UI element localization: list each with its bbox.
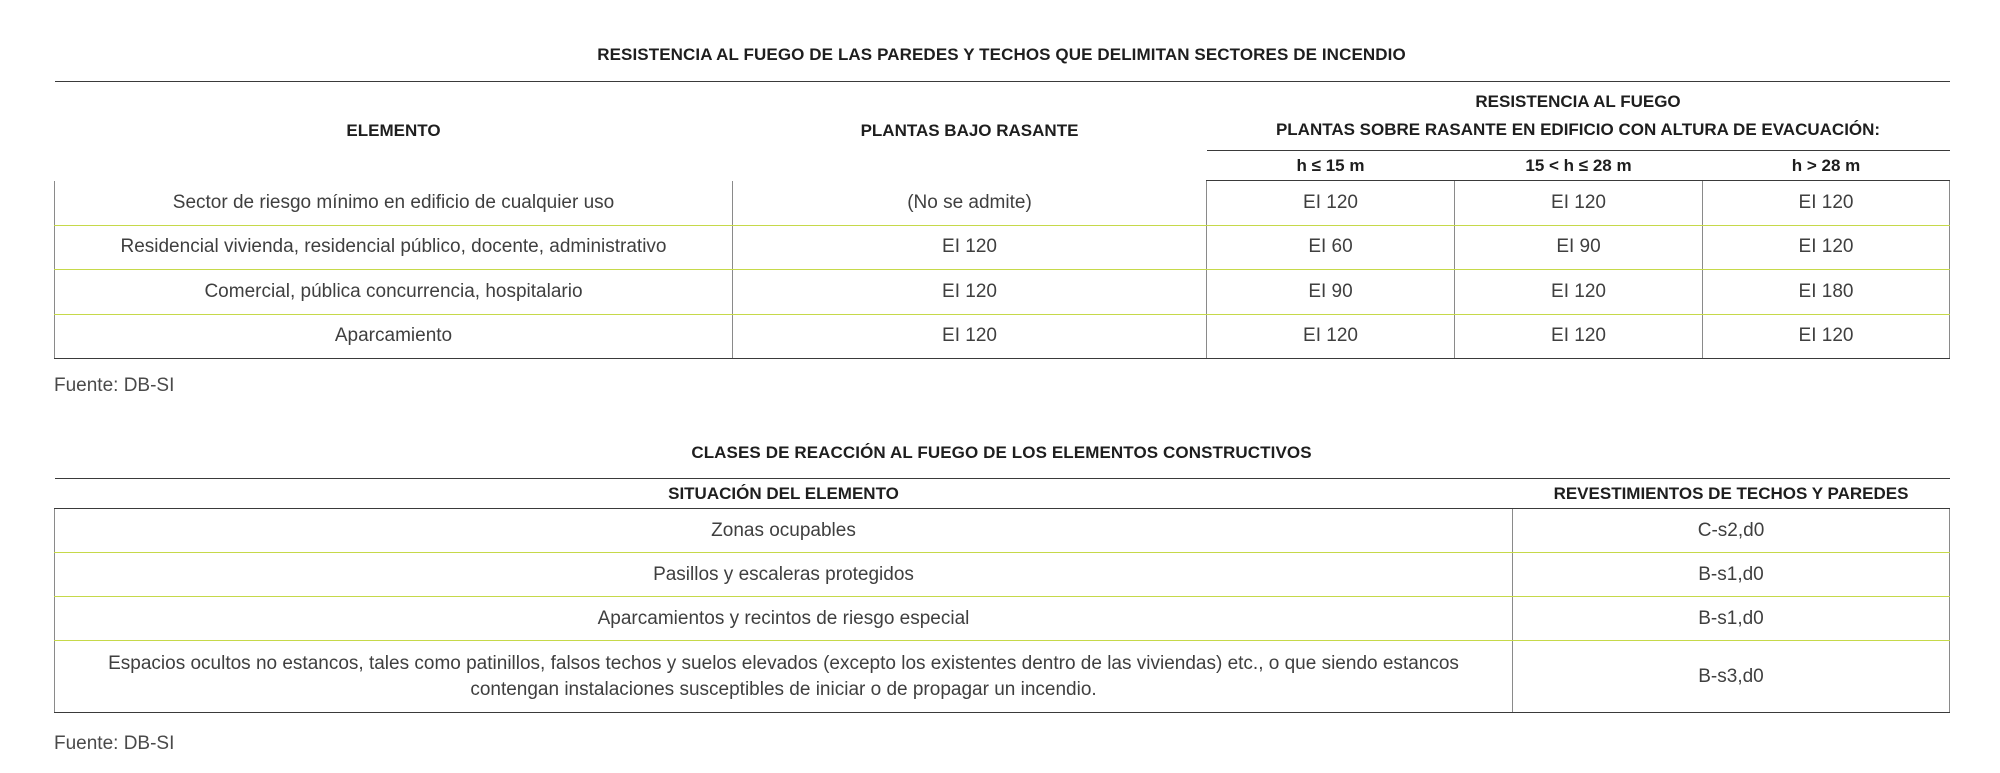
header-sobre-rasante: PLANTAS SOBRE RASANTE EN EDIFICIO CON ALTURA DE EVACUACIÓN: bbox=[1275, 120, 1881, 139]
fire-reaction-table bbox=[54, 478, 1950, 713]
header-h2: 15 < h ≤ 28 m bbox=[1455, 151, 1703, 181]
cell-situacion: Espacios ocultos no estancos, tales como patinillos, falsos techos y suelos elevados (excepto los existentes dentro de las viviendas) etc., o que siendo estancos contengan instalaciones susceptibles de iniciar o de propagar un incendio. bbox=[55, 641, 1513, 713]
cell-h1: EI 120 bbox=[1207, 181, 1455, 226]
cell-situacion: Zonas ocupables bbox=[55, 509, 1513, 553]
header-h1: h ≤ 15 m bbox=[1207, 151, 1455, 181]
cell-elemento: Comercial, pública concurrencia, hospitalario bbox=[55, 270, 733, 315]
table-row bbox=[55, 553, 1950, 597]
table-row bbox=[55, 641, 1950, 713]
cell-elemento: Sector de riesgo mínimo en edificio de cualquier uso bbox=[55, 181, 733, 226]
cell-bajo-rasante: (No se admite) bbox=[733, 181, 1207, 226]
cell-situacion: Aparcamientos y recintos de riesgo especial bbox=[55, 597, 1513, 641]
cell-h2: EI 120 bbox=[1455, 181, 1703, 226]
cell-bajo-rasante: EI 120 bbox=[733, 270, 1207, 315]
cell-clase: B-s1,d0 bbox=[1513, 553, 1950, 597]
table-row bbox=[55, 597, 1950, 641]
cell-h2: EI 120 bbox=[1455, 314, 1703, 359]
cell-h2: EI 120 bbox=[1455, 270, 1703, 315]
cell-h1: EI 60 bbox=[1207, 225, 1455, 270]
header-situacion: SITUACIÓN DEL ELEMENTO bbox=[55, 479, 1513, 509]
cell-elemento: Residencial vivienda, residencial público, docente, administrativo bbox=[55, 225, 733, 270]
table-row bbox=[55, 509, 1950, 553]
table-row bbox=[55, 225, 1950, 270]
cell-h2: EI 90 bbox=[1455, 225, 1703, 270]
table-row bbox=[55, 270, 1950, 315]
header-resistencia: RESISTENCIA AL FUEGO bbox=[1475, 92, 1681, 111]
cell-h1: EI 120 bbox=[1207, 314, 1455, 359]
fire-resistance-table bbox=[54, 81, 1950, 359]
cell-situacion: Pasillos y escaleras protegidos bbox=[55, 553, 1513, 597]
cell-bajo-rasante: EI 120 bbox=[733, 225, 1207, 270]
cell-h1: EI 90 bbox=[1207, 270, 1455, 315]
cell-h3: EI 120 bbox=[1703, 314, 1950, 359]
table1-title: RESISTENCIA AL FUEGO DE LAS PAREDES Y TECHOS QUE DELIMITAN SECTORES DE INCENDIO bbox=[597, 45, 1406, 64]
table-row bbox=[55, 181, 1950, 226]
cell-bajo-rasante: EI 120 bbox=[733, 314, 1207, 359]
header-elemento: ELEMENTO bbox=[346, 121, 441, 141]
table1-source: Fuente: DB-SI bbox=[54, 375, 175, 396]
table2-title: CLASES DE REACCIÓN AL FUEGO DE LOS ELEMENTOS CONSTRUCTIVOS bbox=[691, 443, 1312, 462]
cell-h3: EI 180 bbox=[1703, 270, 1950, 315]
table2-source: Fuente: DB-SI bbox=[54, 733, 175, 754]
cell-clase: B-s1,d0 bbox=[1513, 597, 1950, 641]
header-h3: h > 28 m bbox=[1703, 151, 1950, 181]
cell-clase: C-s2,d0 bbox=[1513, 509, 1950, 553]
table-row bbox=[55, 314, 1950, 359]
cell-elemento: Aparcamiento bbox=[55, 314, 733, 359]
header-resistencia-group bbox=[1207, 82, 1950, 151]
cell-h3: EI 120 bbox=[1703, 181, 1950, 226]
cell-clase: B-s3,d0 bbox=[1513, 641, 1950, 713]
header-bajo-rasante: PLANTAS BAJO RASANTE bbox=[860, 121, 1079, 141]
header-revestimientos: REVESTIMIENTOS DE TECHOS Y PAREDES bbox=[1513, 479, 1950, 509]
cell-h3: EI 120 bbox=[1703, 225, 1950, 270]
